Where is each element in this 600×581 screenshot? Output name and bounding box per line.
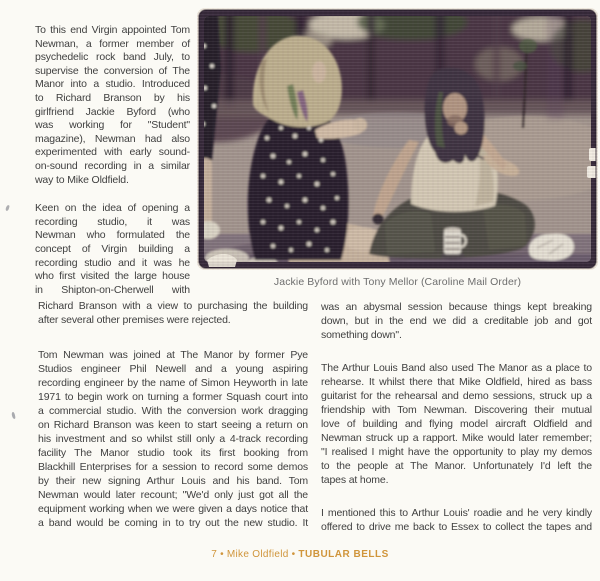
text-line: love of building and flying model aircraft Oldfield and <box>321 418 592 430</box>
footer-page-number: 7 <box>211 549 218 560</box>
column-left <box>38 299 308 530</box>
text-line: guitarist for the rehearsal and demo sessions, struck up a <box>321 390 592 402</box>
text-line: was working for "Student" <box>35 119 190 132</box>
text-line: his investment and so whilst still only a 4-track recording <box>38 433 308 445</box>
paragraph-2 <box>35 202 190 297</box>
text-line: recording engineer by the name of Simon Heyworth in late <box>38 377 308 389</box>
text-line: to Richard Branson by his <box>35 91 190 104</box>
text-line: friendship with Tom Newman. Discovering their mutual <box>321 404 592 416</box>
text-line: "I realised I might have the opportunity to play my demos <box>321 446 592 458</box>
text-line: Newman who formulated the <box>35 229 190 242</box>
text-line: on-sound recording in a similar <box>35 159 190 172</box>
text-line: The Arthur Louis Band also used The Manor as a place to <box>321 362 592 374</box>
paragraph-3-continued <box>321 300 592 342</box>
footer-separator: • <box>220 549 224 560</box>
text-line: equipment working when we were given a days notice that <box>38 503 308 515</box>
text-line: rehearse. It whilst there that Mike Oldfield, hired as bass <box>321 376 592 388</box>
text-line: supervise the conversion of The <box>35 64 190 77</box>
text-line: facility The Manor studio took its first booking from <box>38 447 308 459</box>
text-line: Studios engineer Phil Newell and a young aspiring <box>38 363 308 375</box>
text-line: Newman would later recount; "We'd only just got all the <box>38 489 308 501</box>
text-line: I mentioned this to Arthur Louis' roadie and he very kindly <box>321 507 592 519</box>
paragraph-1 <box>35 24 190 187</box>
text-line: recording studio, it was <box>35 215 190 228</box>
photo-jackie-tony <box>197 8 598 270</box>
text-line: To this end Virgin appointed Tom <box>35 24 190 36</box>
scan-speck <box>5 205 10 212</box>
paragraph-3 <box>38 348 308 530</box>
text-line: a band would be coming in to try out the new studio. It <box>38 517 308 529</box>
text-line: in Shipton-on-Cherwell with <box>35 283 190 296</box>
text-line: magazine), Newman had also <box>35 132 190 145</box>
paragraph-4 <box>321 361 592 487</box>
text-line: something down". <box>321 329 402 341</box>
text-line: a commercial studio. With the conversion work dragging <box>38 405 308 417</box>
text-line: to the people at The Manor. Unfortunately I'd left the <box>321 460 592 472</box>
text-line: 1971 to begin work on turning a former Squash court into <box>38 391 308 403</box>
text-line: who first visited the large house <box>35 270 190 283</box>
text-line: offered to drive me back to Essex to collect the tapes and <box>321 521 592 533</box>
text-line: Keen on the idea of opening a <box>35 202 190 215</box>
text-line: Blackhill Enterprises for a session to record some demos <box>38 461 308 473</box>
text-line: after several other premises were rejected. <box>38 314 231 326</box>
text-line: Richard Branson with a view to purchasing the building <box>38 300 308 312</box>
text-line: concept of Virgin building a <box>35 242 190 255</box>
text-line: Manor into a studio. Introduced <box>35 78 190 91</box>
text-line: tapes at home. <box>321 474 389 486</box>
page-footer <box>0 549 600 560</box>
text-line: psychedelic rock band July, to <box>35 51 190 64</box>
photo-illustration <box>197 8 598 270</box>
footer-album-title: TUBULAR BELLS <box>298 549 389 560</box>
text-line: down, but in the end we did a creditable job and got <box>321 315 592 327</box>
text-line: by their new signing Arthur Louis and his band. Tom <box>38 475 308 487</box>
text-line: Newman struck up a rapport. Mike would later remember; <box>321 432 592 444</box>
text-line: experimented with early sound- <box>35 146 190 159</box>
text-line: on Richard Branson was keen to start seeing a return on <box>38 419 308 431</box>
column-right <box>321 300 592 534</box>
photo-caption: Jackie Byford with Tony Mellor (Caroline Mail Order) <box>273 276 522 288</box>
text-line: was an abysmal session because things kept breaking <box>321 301 592 313</box>
column-narrow <box>35 24 190 297</box>
paragraph-5 <box>321 506 592 534</box>
scan-speck <box>11 412 15 419</box>
paragraph-2-continued <box>38 299 308 327</box>
text-line: way to Mike Oldfield. <box>35 173 129 186</box>
footer-artist: Mike Oldfield <box>226 549 289 560</box>
footer-separator: • <box>291 549 296 560</box>
text-line: girlfriend Jackie Byford (who <box>35 105 190 118</box>
text-line: Newman, a former member of <box>35 37 190 50</box>
text-line: Tom Newman was joined at The Manor by former Pye <box>38 349 308 361</box>
text-line: recording studio and it was he <box>35 256 190 269</box>
